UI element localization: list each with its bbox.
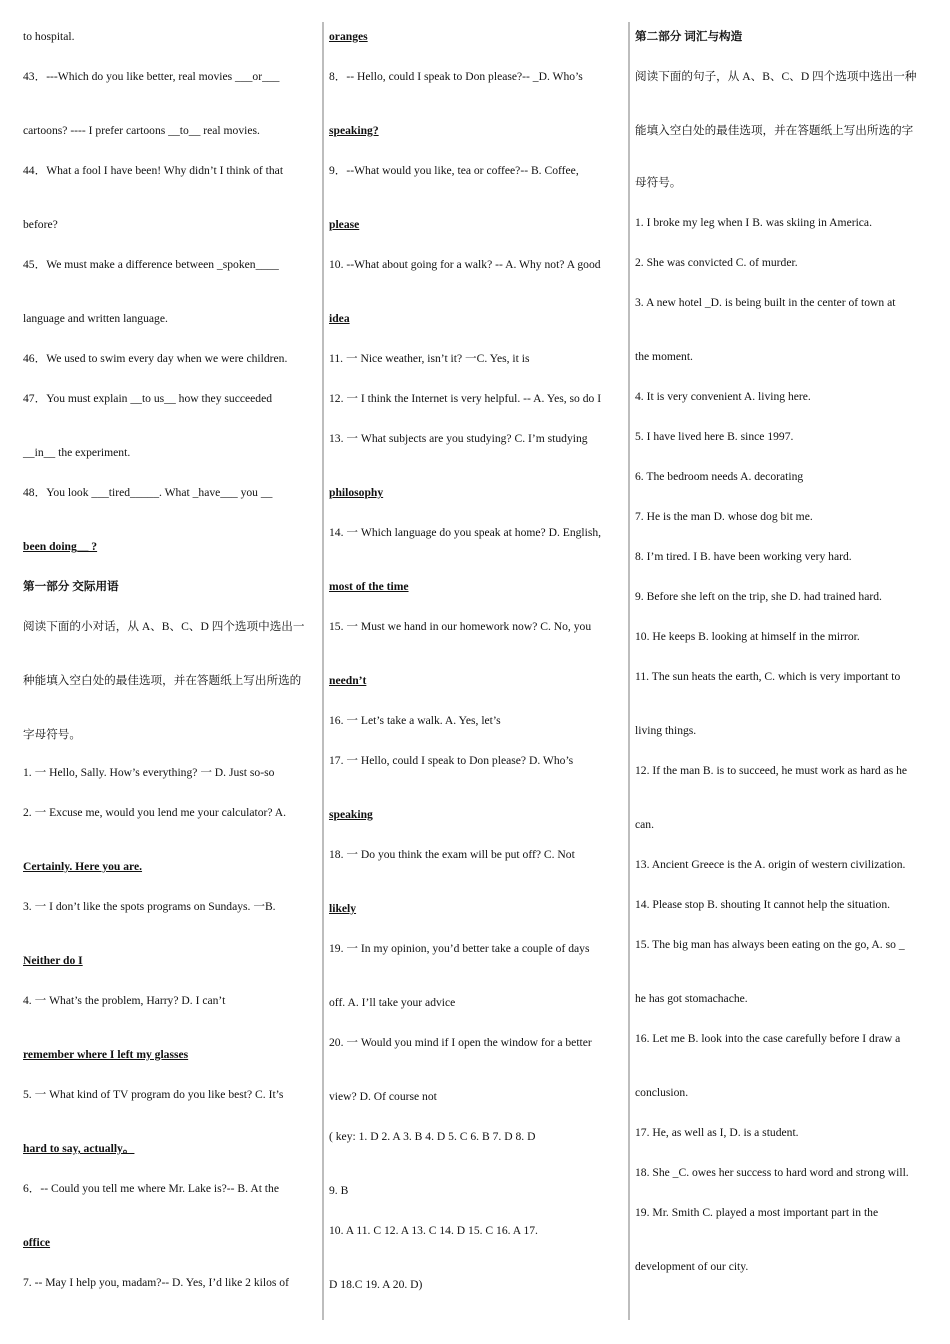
line: can. xyxy=(635,818,654,831)
dialogue-2: 2. 一 Excuse me, would you lend me your calculator? A. xyxy=(23,806,287,819)
answer-line: Neither do I xyxy=(23,954,83,967)
vocab-18: 18. She _C. owes her success to hard word and strong will. xyxy=(635,1166,909,1179)
answer-line: please xyxy=(329,218,360,231)
vocab-17: 17. He, as well as I, D. is a student. xyxy=(635,1126,799,1139)
answer-line: office xyxy=(23,1236,51,1249)
line: language and written language. xyxy=(23,312,168,325)
line: off. A. I’ll take your advice xyxy=(329,996,456,1009)
instruction-line: 种能填入空白处的最佳选项，并在答题纸上写出所选的 xyxy=(23,674,302,687)
dialogue-20: 20. 一 Would you mind if I open the window for a better xyxy=(329,1036,592,1049)
dialogue-6: 6．-- Could you tell me where Mr. Lake is?-- B. At the xyxy=(23,1182,279,1195)
dialogue-11: 11. 一 Nice weather, isn’t it? 一C. Yes, it is xyxy=(329,352,530,365)
answer-line: most of the time xyxy=(329,580,409,593)
vocab-5: 5. I have lived here B. since 1997. xyxy=(635,430,794,443)
instruction-line: 母符号。 xyxy=(635,176,682,189)
answer-key: D 18.C 19. A 20. D) xyxy=(329,1278,423,1291)
line: __in__ the experiment. xyxy=(23,446,131,459)
vocab-9: 9. Before she left on the trip, she D. had trained hard. xyxy=(635,590,882,603)
vocab-7: 7. He is the man D. whose dog bit me. xyxy=(635,510,813,523)
vocab-14: 14. Please stop B. shouting It cannot help the situation. xyxy=(635,898,891,911)
dialogue-1: 1. 一 Hello, Sally. How’s everything? 一 D. Just so-so xyxy=(23,766,275,779)
line: living things. xyxy=(635,724,697,737)
answer-line: philosophy xyxy=(329,486,384,499)
column-middle xyxy=(329,22,621,1320)
question-45: 45．We must make a difference between _spoken____ xyxy=(23,258,279,271)
dialogue-4: 4. 一 What’s the problem, Harry? D. I can’t xyxy=(23,994,226,1007)
dialogue-12: 12. 一 I think the Internet is very helpful. -- A. Yes, so do I xyxy=(329,392,602,405)
question-46: 46．We used to swim every day when we were children. xyxy=(23,352,288,365)
vocab-11: 11. The sun heats the earth, C. which is very important to xyxy=(635,670,901,683)
dialogue-8: 8．-- Hello, could I speak to Don please?-- _D. Who’s xyxy=(329,70,583,83)
line: before? xyxy=(23,218,58,231)
dialogue-14: 14. 一 Which language do you speak at home? D. English, xyxy=(329,526,602,539)
answer-line: idea xyxy=(329,312,350,325)
question-48: 48．You look ___tired_____. What _have___ you __ xyxy=(23,486,273,499)
dialogue-9: 9．--What would you like, tea or coffee?-- B. Coffee, xyxy=(329,164,579,177)
vocab-13: 13. Ancient Greece is the A. origin of western civilization. xyxy=(635,858,906,871)
line: the moment. xyxy=(635,350,693,363)
answer-line: speaking xyxy=(329,808,373,821)
column-right xyxy=(635,22,927,1320)
question-43: 43．---Which do you like better, real movies ___or___ xyxy=(23,70,280,83)
answer-line: hard to say, actually。 xyxy=(23,1142,135,1155)
dialogue-15: 15. 一 Must we hand in our homework now? C. No, you xyxy=(329,620,592,633)
answer-line: remember where I left my glasses xyxy=(23,1048,189,1061)
question-47: 47．You must explain __to us__ how they succeeded xyxy=(23,392,273,405)
dialogue-10: 10. --What about going for a walk? -- A. Why not? A good xyxy=(329,258,601,271)
line: view? D. Of course not xyxy=(329,1090,437,1103)
instruction-line: 阅读下面的句子，从 A、B、C、D 四个选项中选出一种 xyxy=(635,70,917,83)
instruction-line: 字母符号。 xyxy=(23,728,81,741)
dialogue-5: 5. 一 What kind of TV program do you like best? C. It’s xyxy=(23,1088,284,1101)
question-44: 44．What a fool I have been! Why didn’t I think of that xyxy=(23,164,284,177)
line: development of our city. xyxy=(635,1260,749,1273)
answer-key: 9. B xyxy=(329,1184,349,1197)
dialogue-7: 7. -- May I help you, madam?-- D. Yes, I’d like 2 kilos of xyxy=(23,1276,289,1289)
answer-key: 10. A 11. C 12. A 13. C 14. D 15. C 16. A 17. xyxy=(329,1224,538,1237)
line: to hospital. xyxy=(23,30,75,43)
vocab-1: 1. I broke my leg when I B. was skiing in America. xyxy=(635,216,872,229)
column-left xyxy=(23,22,315,1320)
line: he has got stomachache. xyxy=(635,992,748,1005)
vocab-2: 2. She was convicted C. of murder. xyxy=(635,256,798,269)
answer-line: been doing__ ? xyxy=(23,540,98,553)
vocab-10: 10. He keeps B. looking at himself in the mirror. xyxy=(635,630,860,643)
vocab-16: 16. Let me B. look into the case carefully before I draw a xyxy=(635,1032,901,1045)
section-heading-part1: 第一部分 交际用语 xyxy=(23,580,119,593)
instruction-line: 阅读下面的小对话，从 A、B、C、D 四个选项中选出一 xyxy=(23,620,305,633)
vocab-8: 8. I’m tired. I B. have been working very hard. xyxy=(635,550,852,563)
answer-line: needn’t xyxy=(329,674,367,687)
dialogue-3: 3. 一 I don’t like the spots programs on Sundays. 一B. xyxy=(23,900,276,913)
column-divider-right xyxy=(628,22,630,1320)
answer-key: ( key: 1. D 2. A 3. B 4. D 5. C 6. B 7. D 8. D xyxy=(329,1130,536,1143)
vocab-15: 15. The big man has always been eating on the go, A. so _ xyxy=(635,938,905,951)
section-heading-part2: 第二部分 词汇与构造 xyxy=(635,30,743,43)
vocab-4: 4. It is very convenient A. living here. xyxy=(635,390,811,403)
vocab-6: 6. The bedroom needs A. decorating xyxy=(635,470,804,483)
answer-line: oranges xyxy=(329,30,368,43)
dialogue-17: 17. 一 Hello, could I speak to Don please? D. Who’s xyxy=(329,754,574,767)
dialogue-19: 19. 一 In my opinion, you’d better take a couple of days xyxy=(329,942,590,955)
vocab-19: 19. Mr. Smith C. played a most important part in the xyxy=(635,1206,879,1219)
answer-line: speaking? xyxy=(329,124,379,137)
line: conclusion. xyxy=(635,1086,689,1099)
answer-line: Certainly. Here you are. xyxy=(23,860,143,873)
dialogue-13: 13. 一 What subjects are you studying? C. I’m studying xyxy=(329,432,588,445)
dialogue-16: 16. 一 Let’s take a walk. A. Yes, let’s xyxy=(329,714,501,727)
dialogue-18: 18. 一 Do you think the exam will be put off? C. Not xyxy=(329,848,575,861)
vocab-12: 12. If the man B. is to succeed, he must work as hard as he xyxy=(635,764,908,777)
column-divider-left xyxy=(322,22,324,1320)
answer-line: likely xyxy=(329,902,357,915)
vocab-3: 3. A new hotel _D. is being built in the center of town at xyxy=(635,296,896,309)
line: cartoons? ---- I prefer cartoons __to__ real movies. xyxy=(23,124,260,137)
instruction-line: 能填入空白处的最佳选项，并在答题纸上写出所选的字 xyxy=(635,124,914,137)
